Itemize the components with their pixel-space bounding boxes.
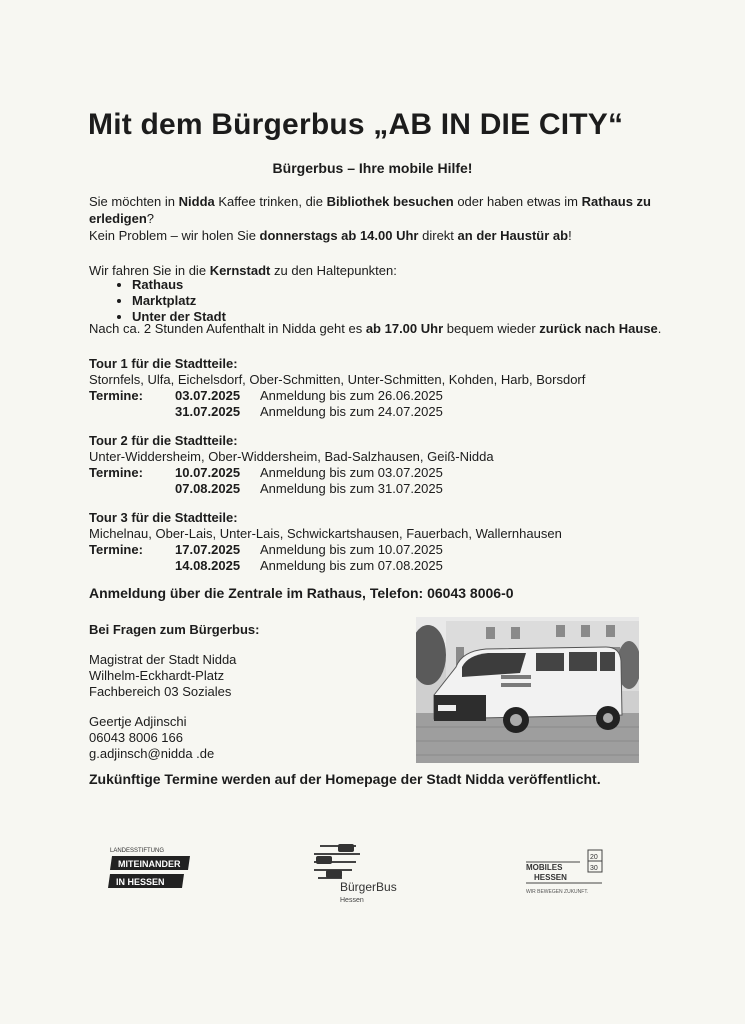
tour-deadline: Anmeldung bis zum 10.07.2025: [260, 542, 443, 557]
contact-person-block: [89, 714, 214, 762]
stops-text: Wir fahren Sie in die: [89, 263, 207, 278]
tour-deadline: Anmeldung bis zum 24.07.2025: [260, 404, 443, 419]
logo-text: Hessen: [340, 897, 364, 904]
tour-date-row: [89, 388, 585, 404]
stops-text-bold: Kernstadt: [209, 263, 271, 278]
tour-deadline: Anmeldung bis zum 07.08.2025: [260, 558, 443, 573]
tour-dates-label: Termine:: [89, 542, 143, 557]
intro-text: Kein Problem – wir holen Sie: [89, 228, 256, 243]
buergerbus-hessen-logo: [308, 838, 408, 908]
tour-date: 14.08.2025: [175, 558, 241, 573]
tour-2: [89, 433, 494, 497]
address-block: [89, 652, 236, 700]
subtitle: Bürgerbus – Ihre mobile Hilfe!: [272, 160, 473, 176]
logo-text: WIR BEWEGEN ZUKUNFT.: [526, 889, 589, 895]
tour-deadline: Anmeldung bis zum 31.07.2025: [260, 481, 443, 496]
intro-text: direkt: [422, 228, 454, 243]
return-text: .: [657, 321, 662, 336]
return-text: Nach ca. 2 Stunden Aufenthalt in Nidda geht es: [89, 321, 363, 336]
bus-photo: [416, 617, 639, 763]
intro-text-bold: an der Haustür ab: [457, 228, 569, 243]
logo-small-text: LANDESSTIFTUNG: [110, 848, 165, 854]
contact-email: g.adjinsch@nidda .de: [89, 746, 215, 761]
logo-text: 30: [590, 865, 598, 872]
tour-districts: Michelnau, Ober-Lais, Unter-Lais, Schwickartshausen, Fauerbach, Wallernhausen: [89, 526, 562, 541]
return-paragraph: [89, 320, 689, 337]
list-item: • Unter der Stadt: [132, 309, 226, 325]
tour-heading: Tour 1 für die Stadtteile:: [89, 356, 238, 371]
tour-date-row: [89, 558, 562, 574]
return-text-bold: ab 17.00 Uhr: [365, 321, 444, 336]
tour-date: 10.07.2025: [175, 465, 241, 480]
tour-dates-label: Termine:: [89, 388, 143, 403]
tour-date-row: [89, 404, 585, 420]
tour-heading: Tour 2 für die Stadtteile:: [89, 433, 238, 448]
tour-date: 07.08.2025: [175, 481, 241, 496]
contact-name: Geertje Adjinschi: [89, 714, 187, 729]
logo-text: HESSEN: [534, 873, 567, 882]
tour-date: 17.07.2025: [175, 542, 241, 557]
tour-3: [89, 510, 562, 574]
intro-text: Sie möchten in: [89, 194, 175, 209]
address-line: Wilhelm-Eckhardt-Platz: [89, 668, 225, 683]
intro-text: oder haben etwas im: [457, 194, 579, 209]
address-line: Magistrat der Stadt Nidda: [89, 652, 237, 667]
page-title: Mit dem Bürgerbus „AB IN DIE CITY“: [88, 108, 624, 141]
logo-text: MITEINANDER: [118, 859, 181, 869]
logo-text: 20: [590, 854, 598, 861]
tour-date-row: [89, 542, 562, 558]
intro-text: !: [568, 228, 572, 243]
tour-date-row: [89, 481, 494, 497]
address-line: Fachbereich 03 Soziales: [89, 684, 232, 699]
contact-phone: 06043 8006 166: [89, 730, 183, 745]
return-text: bequem wieder: [446, 321, 536, 336]
list-item: • Rathaus: [132, 277, 226, 293]
tour-date-row: [89, 465, 494, 481]
tour-deadline: Anmeldung bis zum 03.07.2025: [260, 465, 443, 480]
intro-text: ?: [146, 211, 155, 226]
stops-text: zu den Haltepunkten:: [274, 263, 397, 278]
future-dates-note: Zukünftige Termine werden auf der Homepage der Stadt Nidda veröffentlicht.: [89, 771, 601, 787]
logo-text: IN HESSEN: [116, 877, 165, 887]
tour-districts: Unter-Widdersheim, Ober-Widdersheim, Bad-Salzhausen, Geiß-Nidda: [89, 449, 494, 464]
tour-heading: Tour 3 für die Stadtteile:: [89, 510, 238, 525]
intro-text-bold: donnerstags ab 14.00 Uhr: [259, 228, 419, 243]
tour-date: 31.07.2025: [175, 404, 241, 419]
faq-heading: Bei Fragen zum Bürgerbus:: [89, 622, 260, 637]
return-text-bold: zurück nach Hause: [539, 321, 658, 336]
intro-text-bold: Rathaus zu erledigen: [89, 194, 651, 226]
registration-contact: Anmeldung über die Zentrale im Rathaus, Telefon: 06043 8006-0: [89, 585, 514, 601]
mobiles-hessen-logo: [524, 848, 608, 896]
logo-text: BürgerBus: [340, 880, 397, 894]
stops-list: [108, 277, 226, 325]
tour-districts: Stornfels, Ulfa, Eichelsdorf, Ober-Schmitten, Unter-Schmitten, Kohden, Harb, Borsdorf: [89, 372, 586, 387]
tour-date: 03.07.2025: [175, 388, 241, 403]
tour-dates-label: Termine:: [89, 465, 143, 480]
miteinander-in-hessen-logo: [108, 844, 192, 894]
intro-paragraph: [89, 193, 679, 244]
logo-text: MOBILES: [526, 863, 563, 872]
tour-1: [89, 356, 585, 420]
intro-text: Kaffee trinken, die: [218, 194, 323, 209]
intro-text-bold: Bibliothek besuchen: [326, 194, 454, 209]
tour-deadline: Anmeldung bis zum 26.06.2025: [260, 388, 443, 403]
list-item: • Marktplatz: [132, 293, 226, 309]
intro-text-bold: Nidda: [178, 194, 215, 209]
